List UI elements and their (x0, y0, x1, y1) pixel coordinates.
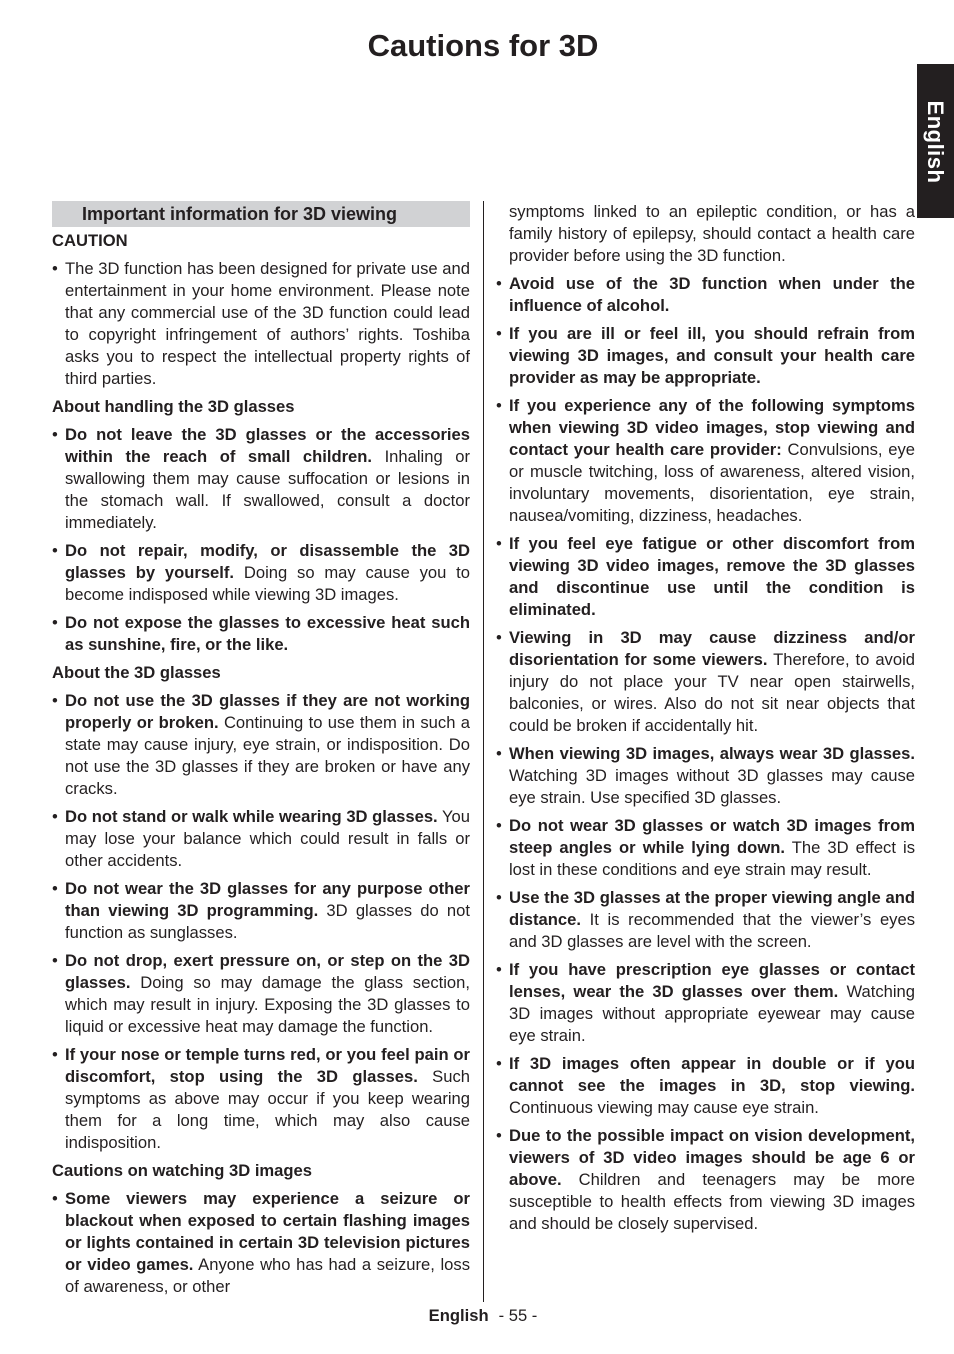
language-tab (917, 64, 954, 218)
list-item (52, 540, 470, 606)
language-tab-label: English (923, 100, 948, 184)
item-text: The 3D function has been designed for private use and entertainment in your home environment. Please note that any commercial use of the 3D function could lead to copyright infringement of authors’ rights. Toshiba asks you to respect the intellectual property rights of third parties. (65, 259, 470, 388)
item-text: It is recommended that the viewer’s eyes and 3D glasses are level with the screen. (509, 910, 915, 951)
item-emphasis: If 3D images often appear in double or if you cannot see the images in 3D, stop viewing. (509, 1054, 915, 1095)
item-text: Inhaling or swallowing them may cause suffocation or lesions in the stomach wall. If swallowed, consult a doctor immediately. (65, 447, 470, 532)
item-emphasis: Do not stand or walk while wearing 3D glasses. (65, 807, 438, 826)
item-text: Anyone who has had a seizure, loss of awareness, or other (65, 1255, 471, 1296)
item-emphasis: Due to the possible impact on vision development, viewers of 3D video images should be age 6 or above. (509, 1126, 915, 1189)
glasses-list (52, 690, 470, 1154)
item-emphasis: Do not use the 3D glasses if they are not working properly or broken. (65, 691, 470, 732)
item-emphasis: If your nose or temple turns red, or you feel pain or discomfort, stop using the 3D glasses. (65, 1045, 470, 1086)
item-emphasis: Viewing in 3D may cause dizziness and/or disorientation for some viewers. (509, 628, 915, 669)
item-emphasis: If you are ill or feel ill, you should refrain from viewing 3D images, and consult your health care provider as may be appropriate. (509, 324, 915, 387)
item-emphasis: Do not expose the glasses to excessive heat such as sunshine, fire, or the like. (65, 613, 470, 654)
list-item (52, 1188, 470, 1298)
item-text: Continuing to use them in such a state may cause injury, eye strain, or indisposition. Do not use the 3D glasses if they are broken or have any cracks. (65, 713, 471, 798)
list-item (496, 273, 915, 317)
list-item (496, 887, 915, 953)
list-item (52, 1044, 470, 1154)
page-number: - 55 - (498, 1306, 538, 1325)
glasses-heading: About the 3D glasses (52, 663, 221, 682)
item-emphasis: Some viewers may experience a seizure or blackout when exposed to certain flashing images or lights contained in certain 3D television pictures or video games. (65, 1189, 470, 1274)
list-item (496, 1125, 915, 1235)
item-text: You may lose your balance which could result in falls or other accidents. (65, 807, 470, 870)
item-emphasis: If you have prescription eye glasses or contact lenses, wear the 3D glasses over them. (509, 960, 915, 1001)
item-text: Continuous viewing may cause eye strain. (509, 1098, 819, 1117)
list-item (52, 878, 470, 944)
list-item (52, 950, 470, 1038)
item-emphasis: Do not wear the 3D glasses for any purpose other than viewing 3D programming. (65, 879, 470, 920)
item-text: Doing so may cause you to become indisposed while viewing 3D images. (65, 563, 471, 604)
page-footer (0, 1306, 954, 1326)
item-text: Such symptoms as above may occur if you keep wearing them for a long time, which may also cause indisposition. (65, 1067, 471, 1152)
item-emphasis: Do not leave the 3D glasses or the accessories within the reach of small children. (65, 425, 470, 466)
left-column (52, 201, 470, 1304)
list-item (52, 424, 470, 534)
item-text: The 3D effect is lost in these conditions and eye strain may result. (509, 838, 915, 879)
list-item (496, 323, 915, 389)
list-item (52, 806, 470, 872)
caution-list (52, 258, 470, 390)
item-emphasis: Avoid use of the 3D function when under the influence of alcohol. (509, 274, 915, 315)
list-item (496, 815, 915, 881)
handling-list (52, 424, 470, 656)
right-column (496, 201, 915, 1241)
item-text: Doing so may damage the glass section, which may result in injury. Exposing the 3D glasses to liquid or excessive heat may damage the function. (65, 973, 470, 1036)
section-heading: Important information for 3D viewing (52, 201, 470, 227)
list-item (496, 533, 915, 621)
handling-heading: About handling the 3D glasses (52, 397, 295, 416)
list-item (496, 959, 915, 1047)
item-emphasis: Do not drop, exert pressure on, or step on the 3D glasses. (65, 951, 470, 992)
watching-heading: Cautions on watching 3D images (52, 1161, 313, 1180)
item-emphasis: Use the 3D glasses at the proper viewing angle and distance. (509, 888, 915, 929)
list-item (496, 395, 915, 527)
item-text: Watching 3D images without appropriate eyewear may cause eye strain. (509, 982, 915, 1045)
item-emphasis: Do not repair, modify, or disassemble the 3D glasses by yourself. (65, 541, 470, 582)
list-item (52, 690, 470, 800)
item-text: Watching 3D images without 3D glasses may cause eye strain. Use specified 3D glasses. (509, 766, 915, 807)
list-item (496, 743, 915, 809)
item-emphasis: When viewing 3D images, always wear 3D glasses. (509, 744, 915, 763)
list-item (52, 612, 470, 656)
footer-language: English (428, 1306, 489, 1325)
item-text: Children and teenagers may be more susceptible to health effects from viewing 3D images and should be closely supervised. (509, 1170, 915, 1233)
item-text: Convulsions, eye or muscle twitching, loss of awareness, altered vision, involuntary movements, disorientation, eye strain, nausea/vomiting, dizziness, headaches. (509, 440, 915, 525)
list-item (52, 258, 470, 390)
list-item (496, 1053, 915, 1119)
column-divider (483, 201, 484, 1302)
cautions-list (496, 273, 915, 1235)
item-emphasis: If you feel eye fatigue or other discomfort from viewing 3D video images, remove the 3D glasses and discontinue use until the condition is eliminated. (509, 534, 915, 619)
continued-text: symptoms linked to an epileptic condition, or has a family history of epilepsy, should contact a health care provider before using the 3D function. (509, 202, 915, 265)
watching-list (52, 1188, 470, 1298)
item-emphasis: Do not wear 3D glasses or watch 3D images from steep angles or while lying down. (509, 816, 915, 857)
page-title: Cautions for 3D (367, 28, 599, 63)
item-text: Therefore, to avoid injury do not place your TV near open stairwells, balconies, or wires. Also do not sit near objects that could be broken if accidentally hit. (509, 650, 915, 735)
list-item (496, 627, 915, 737)
caution-heading: CAUTION (52, 231, 128, 250)
item-text: 3D glasses do not function as sunglasses. (65, 901, 470, 942)
item-emphasis: If you experience any of the following symptoms when viewing 3D video images, stop viewing and contact your health care provider: (509, 396, 915, 459)
